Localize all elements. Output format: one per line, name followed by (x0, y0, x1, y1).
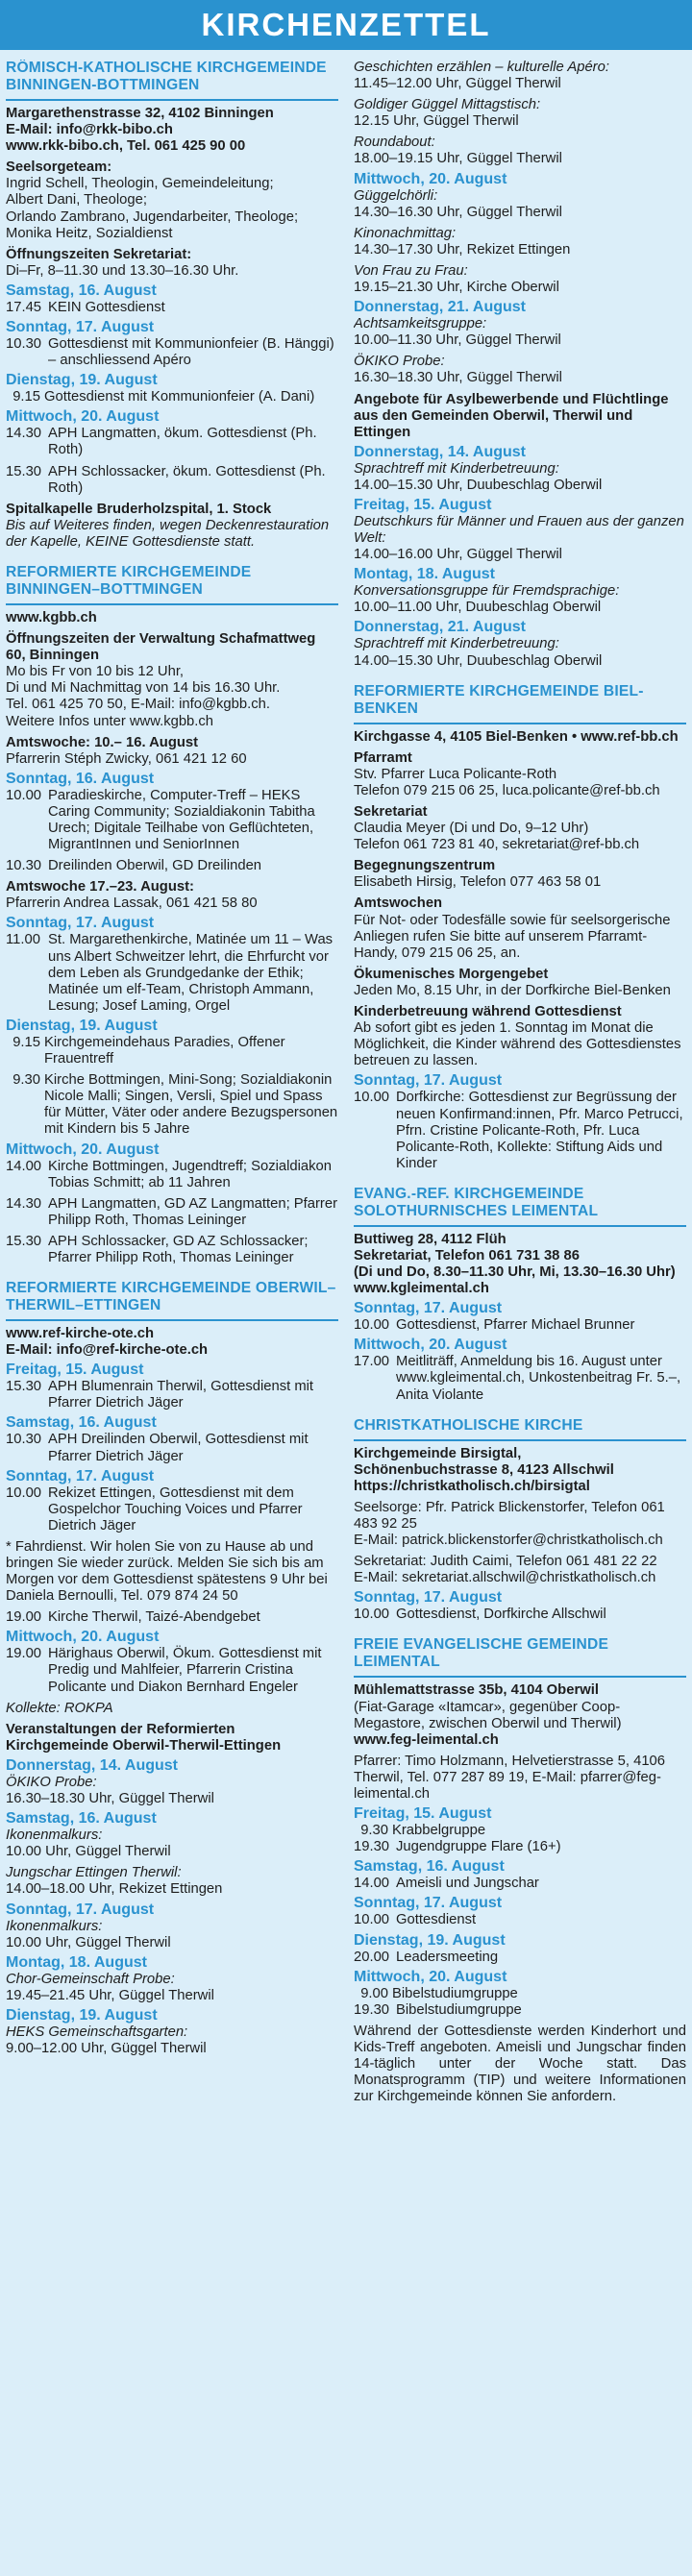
text-line: (Fiat-Garage «Itamcar», gegenüber Coop-Megastore, zwischen Oberwil und Therwil) (354, 1699, 622, 1731)
text-line: Sekretariat: Judith Caimi, Telefon 061 481 22 22 (354, 1554, 657, 1570)
bold-line: www.kgleimental.ch (354, 1281, 489, 1297)
text-line: Di und Mi Nachmittag von 14 bis 16.30 Uhr. (6, 680, 281, 697)
italic-line: ÖKIKO Probe: (6, 1774, 97, 1790)
event-description: Gottesdienst, Pfarrer Michael Brunner (396, 1317, 635, 1334)
text-line: Ab sofort gibt es jeden 1. Sonntag im Monat die Möglichkeit, die Kinder während des Gottesdienstes betreuen zu lassen. (354, 1020, 681, 1069)
bold-line: Amtswochen (354, 895, 443, 912)
event-description: Kirchgemeindehaus Paradies, Offener Frauentreff (44, 1034, 285, 1067)
event-entry (354, 1876, 686, 1892)
day-heading: Donnerstag, 21. August (354, 619, 526, 636)
day-heading: Mittwoch, 20. August (354, 1968, 507, 1985)
italic-line: Güggelchörli: (354, 187, 438, 204)
bold-line: Schönenbuchstrasse 8, 4123 Allschwil (354, 1461, 614, 1478)
event-description: Härighaus Oberwil, Ökum. Gottesdienst mit Predig und Mahlfeier, Pfarrerin Cristina Policante und Diakon Bernhard Engeler (48, 1646, 322, 1695)
italic-line: Jungschar Ettingen Therwil: (6, 1865, 182, 1881)
event-entry (6, 464, 338, 497)
event-description: Krabbelgruppe (392, 1823, 486, 1839)
text-line: Mo bis Fr von 10 bis 12 Uhr, (6, 664, 185, 680)
day-heading: Samstag, 16. August (6, 282, 157, 299)
event-time: 10.30 (6, 858, 42, 874)
day-heading: Mittwoch, 20. August (354, 1337, 507, 1354)
event-entry (354, 1986, 686, 2002)
text-line: 19.45–21.45 Uhr, Güggel Therwil (6, 1987, 214, 2003)
event-entry (354, 1912, 686, 1928)
bold-line: Begegnungszentrum (354, 858, 496, 874)
day-heading: Dienstag, 19. August (6, 2006, 158, 2024)
event-description: Kirche Therwil, Taizé-Abendgebet (48, 1609, 260, 1626)
day-heading: Sonntag, 17. August (354, 1895, 503, 1912)
text-line: Monika Heitz, Sozialdienst (6, 225, 173, 241)
event-time: 19.30 (354, 1839, 390, 1855)
event-description: Gottesdienst (396, 1912, 477, 1928)
bold-line: Sekretariat (354, 804, 428, 820)
day-heading: Sonntag, 17. August (354, 1300, 503, 1317)
italic-line: Ikonenmalkurs: (6, 1828, 103, 1844)
text-line: 14.30–17.30 Uhr, Rekizet Ettingen (354, 241, 571, 258)
bold-line: www.kgbb.ch (6, 609, 97, 626)
italic-line: Achtsamkeitsgruppe: (354, 316, 487, 332)
event-time: 19.30 (354, 2001, 390, 2018)
text-line: Stv. Pfarrer Luca Policante-Roth (354, 766, 557, 782)
day-heading: Samstag, 16. August (354, 1858, 505, 1876)
event-entry (6, 1646, 338, 1695)
event-description: Rekizet Ettingen, Gottesdienst mit dem Gospelchor Touching Voices und Pfarrer Dietrich Jäger (48, 1484, 303, 1533)
event-time: 10.30 (6, 336, 42, 353)
day-heading: Mittwoch, 20. August (6, 408, 160, 426)
bold-line: Pfarramt (354, 749, 412, 766)
event-entry (6, 858, 338, 874)
text-line: Elisabeth Hirsig, Telefon 077 463 58 01 (354, 874, 602, 891)
day-heading: Freitag, 15. August (354, 496, 492, 513)
event-time: 11.00 (6, 932, 40, 948)
day-heading: Freitag, 15. August (354, 1805, 492, 1823)
event-entry (6, 300, 338, 316)
event-description: APH Langmatten, ökum. Gottesdienst (Ph. Roth) (48, 426, 317, 458)
event-description: APH Blumenrain Therwil, Gottesdienst mit Pfarrer Dietrich Jäger (48, 1379, 314, 1411)
bold-line: Sekretariat, Telefon 061 731 38 86 (354, 1247, 580, 1263)
day-heading: Sonntag, 16. August (6, 770, 155, 787)
event-time: 14.30 (6, 1195, 42, 1212)
bold-line: (Di und Do, 8.30–11.30 Uhr, Mi, 13.30–16.30 Uhr) (354, 1264, 676, 1281)
text-line: 16.30–18.30 Uhr, Güggel Therwil (6, 1791, 214, 1807)
italic-line: ÖKIKO Probe: (354, 354, 445, 370)
italic-line: Roundabout: (354, 135, 435, 151)
event-time: 15.30 (6, 1379, 42, 1395)
event-time: 17.00 (354, 1354, 390, 1370)
text-line: 14.00–15.30 Uhr, Duubeschlag Oberwil (354, 477, 603, 493)
event-description: APH Schlossacker, GD AZ Schlossacker; Pfarrer Philipp Roth, Thomas Leininger (48, 1233, 309, 1265)
event-description: APH Dreilinden Oberwil, Gottesdienst mit Pfarrer Dietrich Jäger (48, 1432, 309, 1464)
event-description: KEIN Gottesdienst (48, 299, 165, 315)
event-description: Gottesdienst, Dorfkirche Allschwil (396, 1607, 606, 1623)
day-heading: Sonntag, 17. August (6, 1467, 155, 1484)
bold-line: Margarethenstrasse 32, 4102 Binningen (6, 106, 274, 121)
event-time: 9.15 (12, 1034, 40, 1050)
italic-line: Geschichten erzählen – kulturelle Apéro: (354, 60, 609, 75)
text-line: Weitere Infos unter www.kgbb.ch (6, 713, 214, 729)
section-heading: CHRISTKATHOLISCHE KIRCHE (354, 1417, 686, 1441)
section-heading: REFORMIERTE KIRCHGEMEINDE BINNINGEN–BOTTMINGEN (6, 564, 338, 605)
day-heading: Samstag, 16. August (6, 1414, 157, 1432)
event-entry (354, 1823, 686, 1839)
day-heading: Donnerstag, 14. August (6, 1756, 178, 1774)
bold-line: Öffnungszeiten Sekretariat: (6, 246, 192, 262)
event-entry (6, 932, 338, 1014)
event-description: Bibelstudiumgruppe (392, 1985, 518, 2001)
bold-line: Veranstaltungen der Reformierten Kirchgemeinde Oberwil-Therwil-Ettingen (6, 1721, 282, 1754)
page-title: KIRCHENZETTEL (0, 0, 692, 50)
event-time: 19.00 (6, 1646, 42, 1662)
bold-line: Mühlemattstrasse 35b, 4104 Oberwil (354, 1682, 599, 1699)
text-line: Telefon 079 215 06 25, luca.policante@ref-bb.ch (354, 782, 660, 798)
italic-line: Kinonachmittag: (354, 225, 457, 241)
text-line: Pfarrerin Andrea Lassak, 061 421 58 80 (6, 895, 258, 912)
text-line: 14.30–16.30 Uhr, Güggel Therwil (354, 204, 562, 220)
event-time: 19.00 (6, 1609, 42, 1626)
section-heading: REFORMIERTE KIRCHGEMEINDE OBERWIL–THERWIL–ETTINGEN (6, 1280, 338, 1321)
text-line: 16.30–18.30 Uhr, Güggel Therwil (354, 370, 562, 386)
event-entry (354, 1607, 686, 1623)
bold-line: Ökumenisches Morgengebet (354, 966, 549, 982)
text-line: 10.00–11.30 Uhr, Güggel Therwil (354, 332, 561, 349)
italic-line: Goldiger Güggel Mittagstisch: (354, 97, 541, 113)
italic-line: Kollekte: ROKPA (6, 1700, 113, 1716)
event-time: 17.45 (6, 299, 42, 315)
day-heading: Mittwoch, 20. August (354, 170, 507, 187)
event-time: 10.00 (354, 1317, 390, 1334)
day-heading: Dienstag, 19. August (354, 1931, 506, 1949)
event-time: 9.15 (12, 389, 40, 405)
bold-line: www.rkk-bibo.ch, Tel. 061 425 90 00 (6, 138, 246, 155)
event-description: Bibelstudiumgruppe (396, 2001, 522, 2018)
event-entry (6, 426, 338, 458)
text-line: 14.00–15.30 Uhr, Duubeschlag Oberwil (354, 652, 603, 669)
text-line: Pfarrer: Timo Holzmann, Helvetierstrasse 5, 4106 Therwil, Tel. 077 287 89 19, E-Mail: pfarrer@feg-leimental.ch (354, 1753, 666, 1803)
section-heading: FREIE EVANGELISCHE GEMEINDE LEIMENTAL (354, 1636, 686, 1678)
text-line: 14.00–18.00 Uhr, Rekizet Ettingen (6, 1881, 223, 1898)
event-time: 10.00 (6, 1484, 42, 1501)
day-heading: Sonntag, 17. August (354, 1589, 503, 1607)
event-time: 14.30 (6, 426, 42, 442)
event-entry (6, 788, 338, 853)
event-time: 9.00 (360, 1985, 388, 2001)
event-entry (6, 1432, 338, 1464)
event-description: Dorfkirche: Gottesdienst zur Begrüssung der neuen Konfirmand:innen, Pfr. Marco Petrucci, Pfrn. Cristine Policante-Roth, Pfr. Luca Policante-Roth, Kollekte: Stiftung Aids und Kinder (396, 1090, 683, 1171)
text-line: Di–Fr, 8–11.30 und 13.30–16.30 Uhr. (6, 262, 239, 279)
event-entry (6, 1072, 338, 1138)
text-line: 10.00 Uhr, Güggel Therwil (6, 1844, 171, 1860)
event-time: 9.30 (360, 1823, 388, 1839)
text-line: Seelsorge: Pfr. Patrick Blickenstorfer, Telefon 061 483 92 25 (354, 1499, 665, 1532)
event-time: 10.00 (354, 1607, 390, 1623)
text-line: 12.15 Uhr, Güggel Therwil (354, 113, 519, 130)
event-entry (6, 336, 338, 369)
italic-line: Chor-Gemeinschaft Probe: (6, 1971, 175, 1987)
event-entry (6, 1485, 338, 1534)
italic-line: Sprachtreff mit Kinderbetreuung: (354, 460, 559, 477)
bold-line: Buttiweg 28, 4112 Flüh (354, 1231, 507, 1247)
bold-line: Amtswoche: 10.– 16. August (6, 734, 199, 750)
event-entry (354, 1950, 686, 1966)
text-line: Ingrid Schell, Theologin, Gemeindeleitung; (6, 176, 274, 192)
event-entry (354, 1839, 686, 1855)
text-line: Telefon 061 723 81 40, sekretariat@ref-bb.ch (354, 837, 640, 853)
bold-line: E-Mail: info@ref-kirche-ote.ch (6, 1342, 209, 1359)
event-time: 10.00 (354, 1090, 390, 1106)
bold-line: Kirchgasse 4, 4105 Biel-Benken • www.ref-bb.ch (354, 728, 679, 745)
event-entry (6, 1609, 338, 1626)
event-description: St. Margarethenkirche, Matinée um 11 – Was uns Albert Schweitzer lehrt, die Ehrfurcht vor dem Leben als Grundgedanke der Ethik; Matinée um elf-Team, Christoph Ammann, Lesung; Josef Laming, Orgel (48, 932, 334, 1014)
italic-line: Sprachtreff mit Kinderbetreuung: (354, 636, 559, 652)
text-line: Jeden Mo, 8.15 Uhr, in der Dorfkirche Biel-Benken (354, 982, 671, 998)
event-description: Gottesdienst mit Kommunionfeier (B. Hänggi) – anschliessend Apéro (48, 336, 334, 369)
event-time: 15.30 (6, 463, 42, 479)
text-line: E-Mail: patrick.blickenstorfer@christkatholisch.ch (354, 1533, 663, 1549)
section-heading: RÖMISCH-KATHOLISCHE KIRCHGEMEINDE BINNINGEN-BOTTMINGEN (6, 60, 338, 101)
event-entry (6, 1234, 338, 1266)
event-description: Ameisli und Jungschar (396, 1876, 539, 1892)
italic-line: Von Frau zu Frau: (354, 262, 468, 279)
text-line: Claudia Meyer (Di und Do, 9–12 Uhr) (354, 821, 589, 837)
event-time: 9.30 (12, 1072, 40, 1089)
text-line: 19.15–21.30 Uhr, Kirche Oberwil (354, 280, 559, 296)
text-line: E-Mail: sekretariat.allschwil@christkatholisch.ch (354, 1570, 656, 1586)
event-entry (6, 1035, 338, 1067)
italic-line: Ikonenmalkurs: (6, 1918, 103, 1934)
day-heading: Freitag, 15. August (6, 1362, 144, 1379)
bold-line: Seelsorgeteam: (6, 159, 112, 176)
event-entry (354, 1354, 686, 1403)
event-entry (354, 1317, 686, 1334)
event-description: Meitliträff, Anmeldung bis 16. August unter www.kgleimental.ch, Unkostenbeitrag Fr. 5.–, Anita Violante (396, 1354, 681, 1403)
event-entry (354, 2002, 686, 2019)
day-heading: Mittwoch, 20. August (6, 1141, 160, 1158)
day-heading: Sonntag, 17. August (6, 319, 155, 336)
event-time: 10.00 (6, 787, 42, 803)
day-heading: Samstag, 16. August (6, 1810, 157, 1828)
section-heading: EVANG.-REF. KIRCHGEMEINDE SOLOTHURNISCHES LEIMENTAL (354, 1186, 686, 1227)
event-description: Dreilinden Oberwil, GD Dreilinden (48, 858, 262, 874)
event-description: APH Schlossacker, ökum. Gottesdienst (Ph. Roth) (48, 463, 326, 496)
day-heading: Donnerstag, 21. August (354, 299, 526, 316)
day-heading: Sonntag, 17. August (354, 1072, 503, 1090)
bold-line: Amtswoche 17.–23. August: (6, 879, 194, 895)
bold-line: Kinderbetreuung während Gottesdienst (354, 1004, 622, 1020)
italic-line: HEKS Gemeinschaftsgarten: (6, 2024, 188, 2040)
text-line: Für Not- oder Todesfälle sowie für seelsorgerische Anliegen rufen Sie bitte auf unserem Pfarramt-Handy, 079 215 06 25, an. (354, 912, 671, 961)
text-line: Tel. 061 425 70 50, E-Mail: info@kgbb.ch. (6, 697, 270, 713)
bold-line: https://christkatholisch.ch/birsigtal (354, 1478, 590, 1494)
bold-line: Kirchgemeinde Birsigtal, (354, 1445, 522, 1461)
event-entry (354, 1090, 686, 1171)
text-line: Orlando Zambrano, Jugendarbeiter, Theologe; (6, 209, 299, 225)
left-column (6, 60, 338, 2571)
info-paragraph: Während der Gottesdienste werden Kinderhort und Kids-Treff angeboten. Ameisli und Jungschar finden 14-täglich unter der Woche statt. Das Monatsprogramm (TIP) und weitere Informationen zur Kirchgemeinde können Sie anfordern. (354, 2023, 686, 2105)
right-column (354, 60, 686, 2571)
text-line: 14.00–16.00 Uhr, Güggel Therwil (354, 547, 562, 563)
day-heading: Sonntag, 17. August (6, 915, 155, 932)
day-heading: Dienstag, 19. August (6, 372, 158, 389)
event-description: Kirche Bottmingen, Mini-Song; Sozialdiakonin Nicole Malli; Singen, Versli, Spiel und Spass für Mütter, Väter oder andere Bezugspersonen mit Kindern bis 5 Jahre (44, 1072, 338, 1138)
text-line: Albert Dani, Theologe; (6, 192, 147, 209)
event-entry (6, 1196, 338, 1229)
event-description: Leadersmeeting (396, 1949, 499, 1965)
text-line: 18.00–19.15 Uhr, Güggel Therwil (354, 151, 562, 167)
bold-line: www.ref-kirche-ote.ch (6, 1326, 155, 1342)
event-description: Gottesdienst mit Kommunionfeier (A. Dani) (44, 389, 315, 405)
event-time: 14.00 (6, 1158, 42, 1174)
event-entry (6, 1379, 338, 1411)
bold-line: Öffnungszeiten der Verwaltung Schafmattweg 60, Binningen (6, 631, 316, 664)
text-line: 10.00–11.00 Uhr, Duubeschlag Oberwil (354, 600, 602, 616)
italic-line: Bis auf Weiteres finden, wegen Deckenrestauration der Kapelle, KEINE Gottesdienste statt. (6, 517, 330, 550)
event-time: 14.00 (354, 1876, 390, 1892)
day-heading: Montag, 18. August (354, 566, 495, 583)
text-line: Pfarrerin Stéph Zwicky, 061 421 12 60 (6, 750, 247, 767)
bold-line: Angebote für Asylbewerbende und Flüchtlinge aus den Gemeinden Oberwil, Therwil und Ettingen (354, 391, 669, 440)
day-heading: Montag, 18. August (6, 1953, 147, 1971)
section-heading: REFORMIERTE KIRCHGEMEINDE BIEL-BENKEN (354, 683, 686, 724)
bold-line: www.feg-leimental.ch (354, 1731, 499, 1748)
event-description: Kirche Bottmingen, Jugendtreff; Sozialdiakon Tobias Schmitt; ab 11 Jahren (48, 1158, 333, 1190)
event-time: 10.30 (6, 1432, 42, 1448)
day-heading: Donnerstag, 14. August (354, 443, 526, 460)
day-heading: Dienstag, 19. August (6, 1017, 158, 1034)
event-description: APH Langmatten, GD AZ Langmatten; Pfarrer Philipp Roth, Thomas Leininger (48, 1195, 338, 1228)
italic-line: Konversationsgruppe für Fremdsprachige: (354, 583, 620, 600)
event-description: Paradieskirche, Computer-Treff – HEKS Caring Community; Sozialdiakonin Tabitha Urech; Digitale Teilhabe von Geflüchteten, MigrantInnen und SeniorInnen (48, 787, 315, 853)
event-entry (6, 1159, 338, 1191)
event-description: Jugendgruppe Flare (16+) (396, 1839, 561, 1855)
event-time: 20.00 (354, 1949, 390, 1965)
text-line: * Fahrdienst. Wir holen Sie von zu Hause ab und bringen Sie wieder zurück. Melden Sie sich bis am Morgen vor dem Gottesdienst spätestens 9 Uhr bei Daniela Bernoulli, Tel. 079 874 24 50 (6, 1538, 328, 1605)
event-time: 10.00 (354, 1912, 390, 1928)
event-time: 15.30 (6, 1233, 42, 1249)
bold-line: Spitalkapelle Bruderholzspital, 1. Stock (6, 501, 272, 517)
day-heading: Mittwoch, 20. August (6, 1629, 160, 1646)
text-line: 9.00–12.00 Uhr, Güggel Therwil (6, 2040, 207, 2056)
day-heading: Sonntag, 17. August (6, 1901, 155, 1918)
bold-line: E-Mail: info@rkk-bibo.ch (6, 122, 173, 138)
text-line: 10.00 Uhr, Güggel Therwil (6, 1934, 171, 1950)
event-entry (6, 389, 338, 405)
italic-line: Deutschkurs für Männer und Frauen aus der ganzen Welt: (354, 513, 684, 547)
text-line: 11.45–12.00 Uhr, Güggel Therwil (354, 76, 561, 92)
